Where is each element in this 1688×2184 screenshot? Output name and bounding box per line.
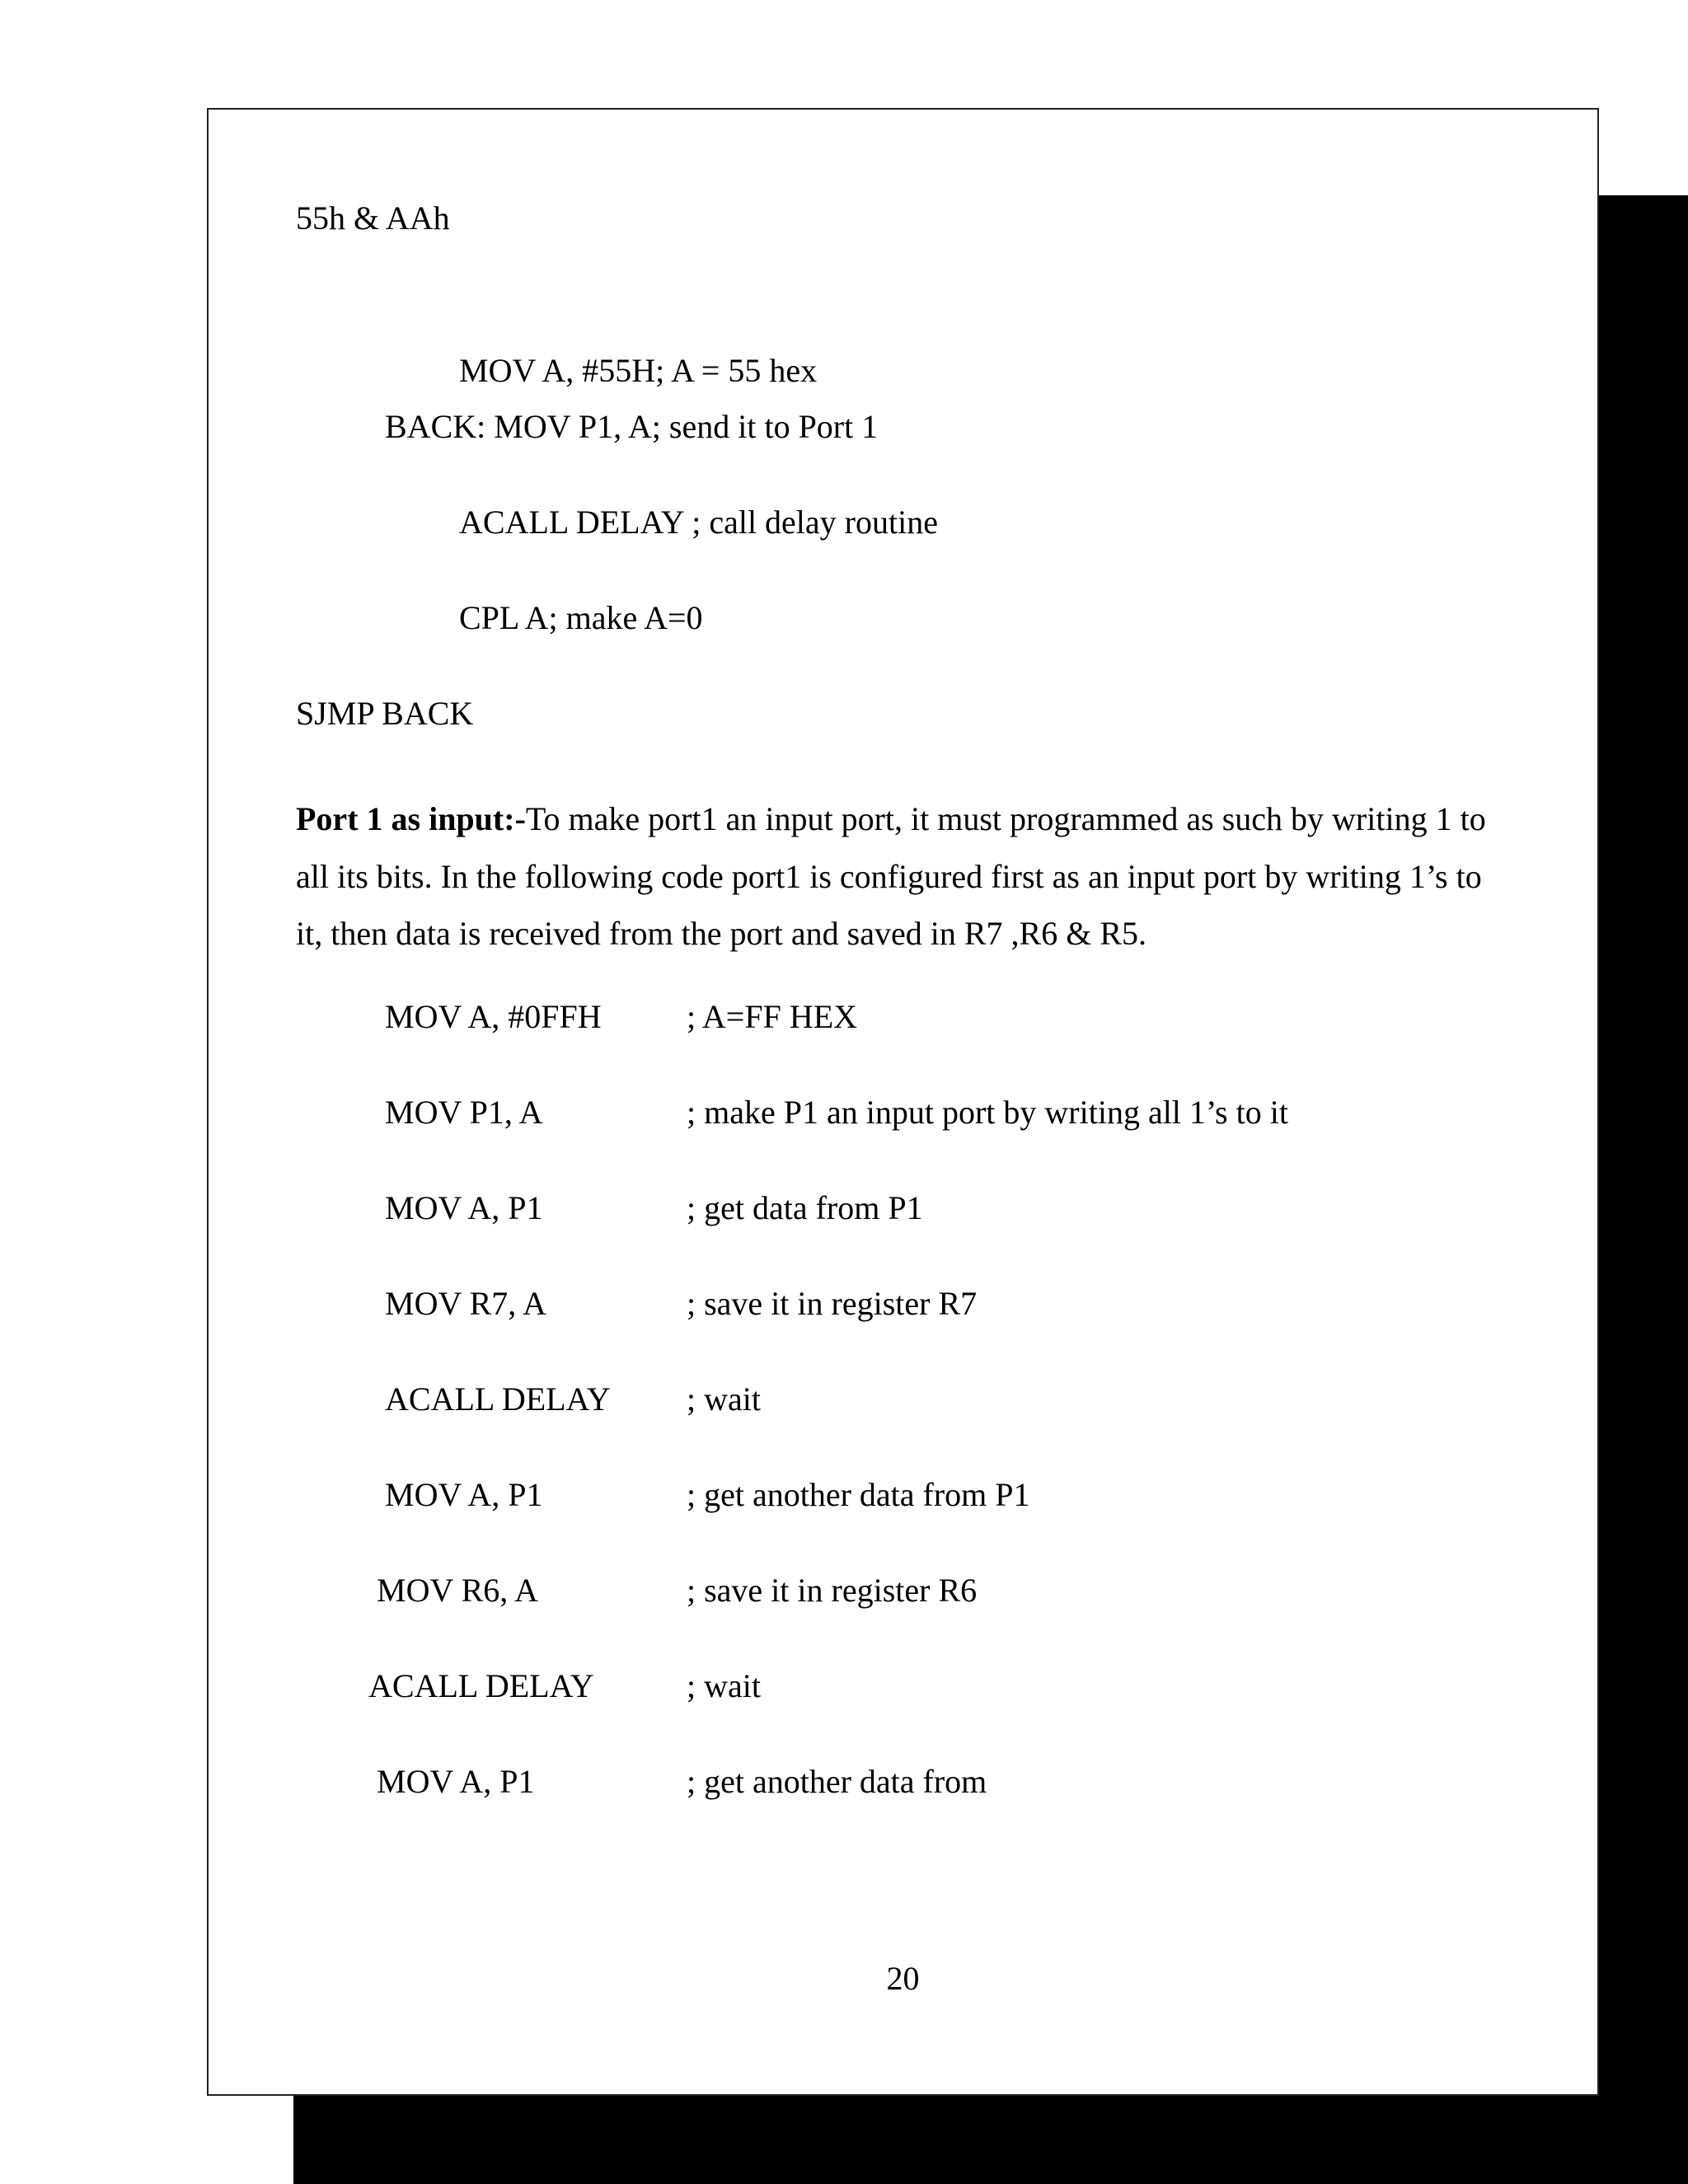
code-instruction: ACALL DELAY xyxy=(368,1667,594,1704)
code-instruction: MOV R6, A xyxy=(377,1572,538,1609)
page-number: 20 xyxy=(886,1960,920,1997)
code-instruction: MOV A, P1 xyxy=(377,1763,535,1800)
code-line: SJMP BACK xyxy=(296,695,474,732)
code-comment: ; A=FF HEX xyxy=(687,998,858,1035)
code-comment: ; get another data from xyxy=(687,1763,987,1800)
code-instruction: MOV A, P1 xyxy=(385,1189,543,1226)
code-comment: ; save it in register R6 xyxy=(687,1572,978,1609)
port-input-label: Port 1 as input:- xyxy=(296,800,526,837)
code-comment: ; get another data from P1 xyxy=(687,1476,1030,1513)
code-instruction: MOV R7, A xyxy=(385,1285,546,1322)
port-input-text: To make port1 an input port, it must programmed as such by writing 1 to all its bits. In the following code port1 is configured first as an input port by writing 1’s to it, then data is received from the port and saved in R7 ,R6 & R5. xyxy=(296,800,1486,952)
code-comment: ; get data from P1 xyxy=(687,1189,923,1226)
code-instruction: ACALL DELAY xyxy=(385,1380,611,1418)
code-comment: ; save it in register R7 xyxy=(687,1285,978,1322)
code-instruction: MOV P1, A xyxy=(385,1094,543,1131)
heading-values: 55h & AAh xyxy=(296,199,450,237)
code-line: MOV A, #55H; A = 55 hex xyxy=(459,352,818,389)
document-page xyxy=(207,108,1599,2096)
code-line: CPL A; make A=0 xyxy=(459,599,703,636)
code-line: ACALL DELAY ; call delay routine xyxy=(459,504,938,541)
code-comment: ; wait xyxy=(687,1667,761,1704)
code-comment: ; make P1 an input port by writing all 1’s to it xyxy=(687,1094,1288,1131)
code-comment: ; wait xyxy=(687,1380,761,1418)
code-instruction: MOV A, P1 xyxy=(385,1476,543,1513)
code-instruction: MOV A, #0FFH xyxy=(385,998,602,1035)
port-input-paragraph xyxy=(296,790,1499,963)
code-line: BACK: MOV P1, A; send it to Port 1 xyxy=(385,408,879,445)
